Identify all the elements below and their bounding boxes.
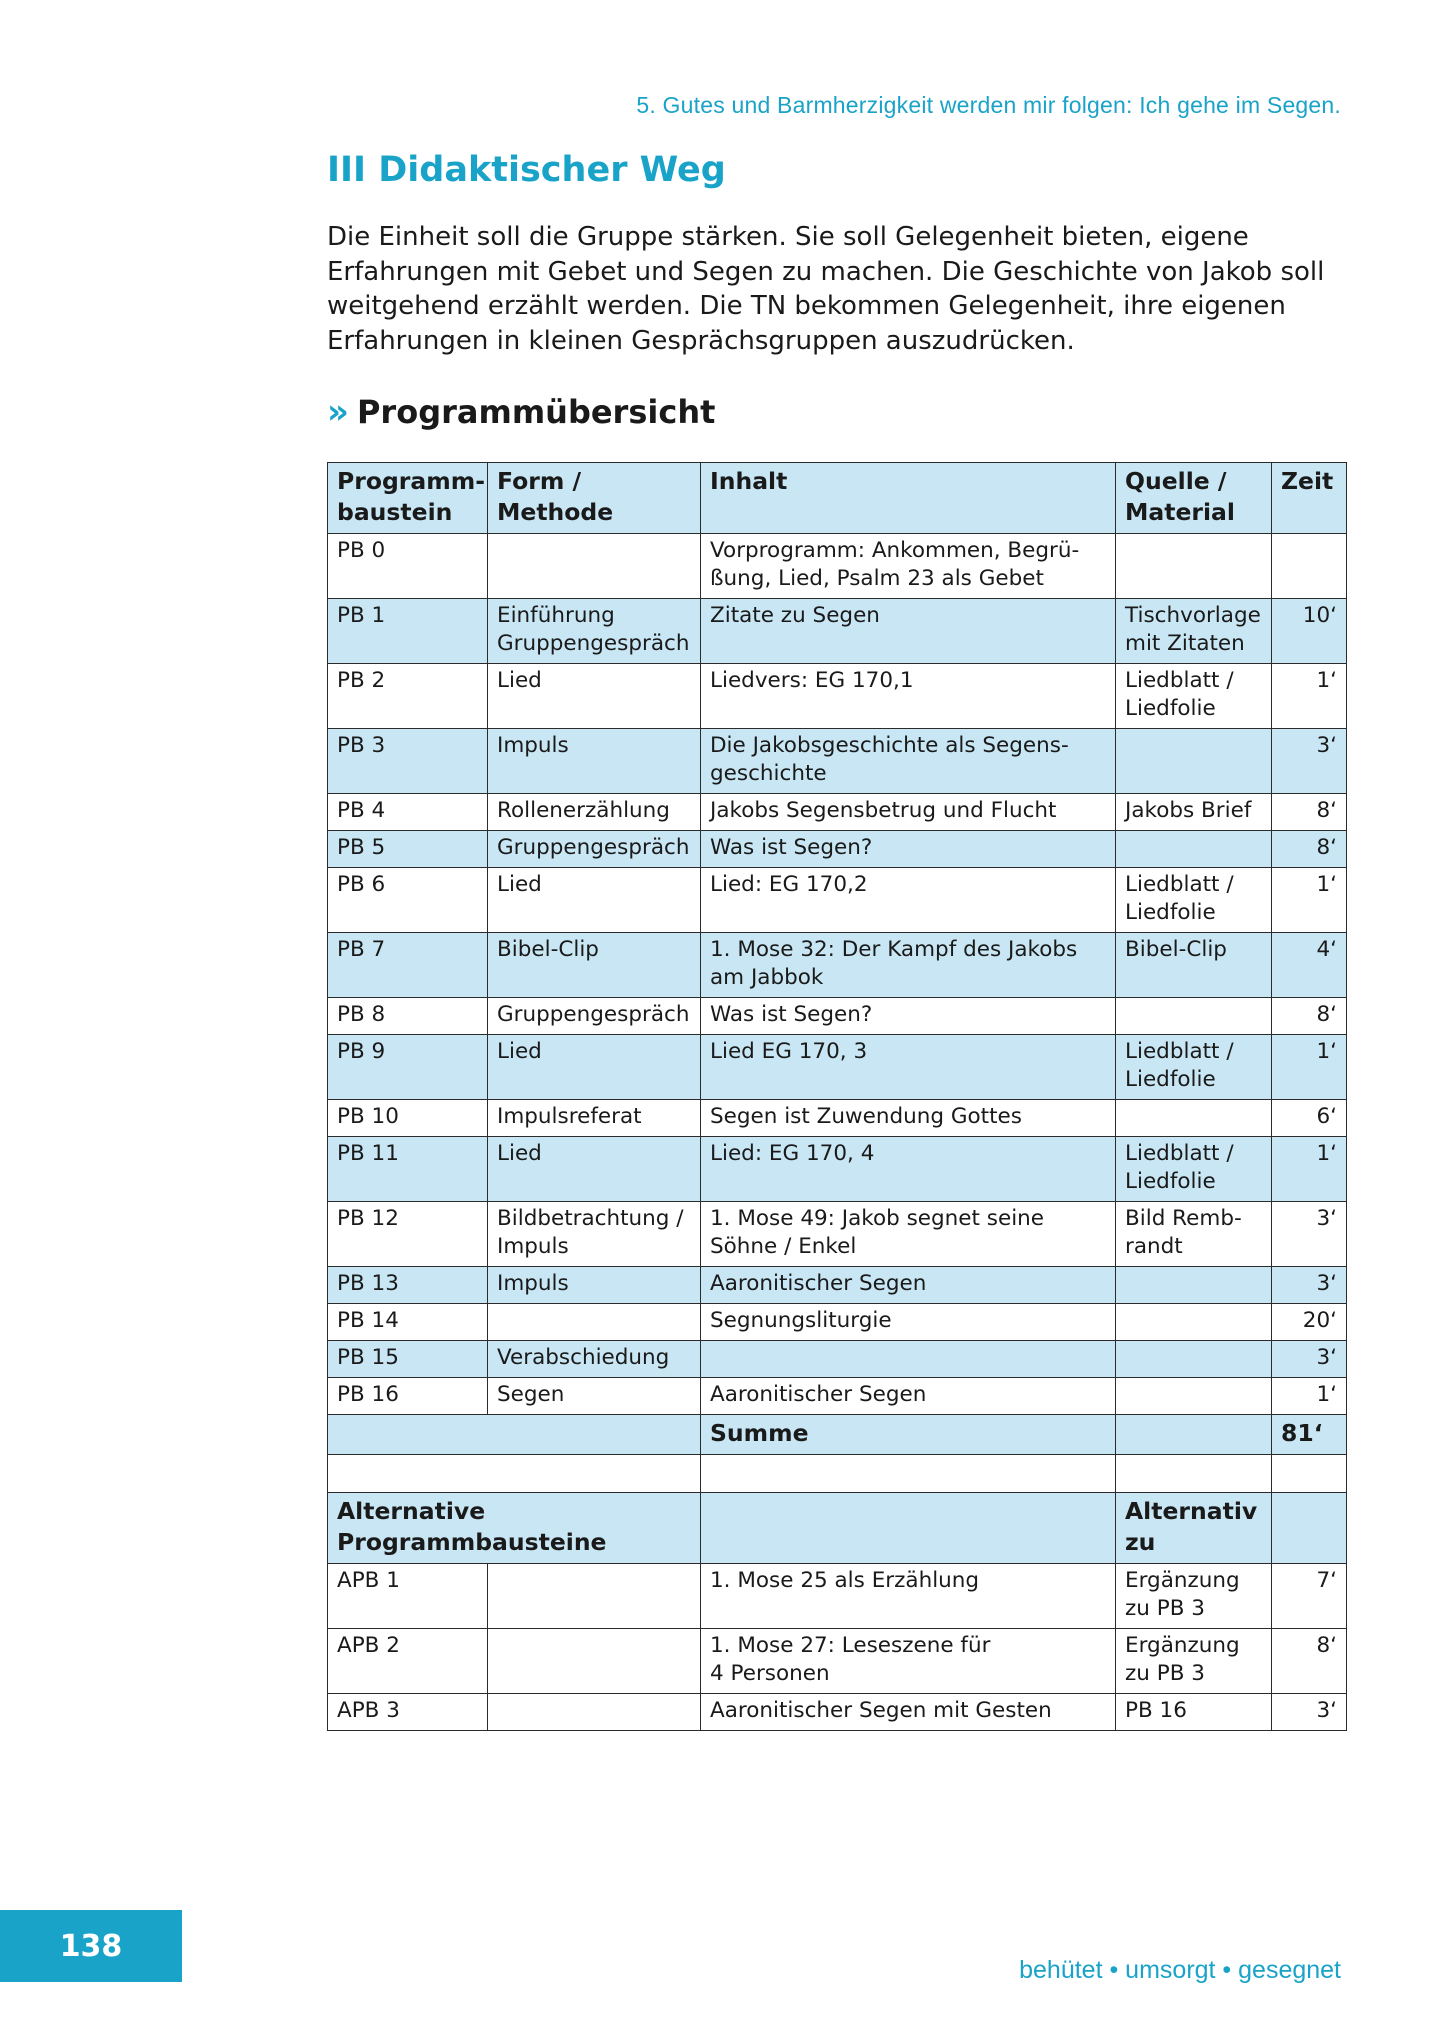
cell-inhalt: Zitate zu Segen — [701, 599, 1116, 664]
cell-material: Liedblatt / Liedfolie — [1116, 1137, 1272, 1202]
cell-material: Bibel-Clip — [1116, 933, 1272, 998]
footer-tagline: behütet • umsorgt • gesegnet — [1019, 1956, 1341, 1984]
page-number: 138 — [59, 1928, 123, 1964]
table-row — [328, 534, 1347, 599]
empty-cell — [1272, 1455, 1347, 1493]
cell-methode: Impuls — [488, 1267, 701, 1304]
cell-methode: Bildbetrachtung / Impuls — [488, 1202, 701, 1267]
alt-cell-methode — [488, 1694, 701, 1731]
cell-zeit: 1‘ — [1272, 1378, 1347, 1415]
cell-zeit: 3‘ — [1272, 1341, 1347, 1378]
cell-zeit: 1‘ — [1272, 664, 1347, 729]
cell-zeit: 4‘ — [1272, 933, 1347, 998]
cell-baustein: PB 10 — [328, 1100, 488, 1137]
cell-inhalt: Lied: EG 170, 4 — [701, 1137, 1116, 1202]
cell-baustein: PB 5 — [328, 831, 488, 868]
cell-baustein: PB 3 — [328, 729, 488, 794]
cell-inhalt: Vorprogramm: Ankommen, Begrü- ßung, Lied, Psalm 23 als Gebet — [701, 534, 1116, 599]
table-row — [328, 794, 1347, 831]
cell-baustein: PB 14 — [328, 1304, 488, 1341]
cell-methode: Einführung Gruppengespräch — [488, 599, 701, 664]
cell-methode — [488, 1304, 701, 1341]
program-table-body — [328, 463, 1347, 1731]
empty-row — [328, 1455, 1347, 1493]
cell-material — [1116, 998, 1272, 1035]
program-table — [327, 462, 1347, 1731]
cell-methode: Lied — [488, 1137, 701, 1202]
cell-material — [1116, 1304, 1272, 1341]
cell-baustein: PB 9 — [328, 1035, 488, 1100]
cell-methode — [488, 534, 701, 599]
cell-material — [1116, 1341, 1272, 1378]
cell-methode: Segen — [488, 1378, 701, 1415]
intro-paragraph — [327, 220, 1347, 358]
cell-baustein: PB 2 — [328, 664, 488, 729]
empty-cell — [1116, 1455, 1272, 1493]
header-inhalt: Inhalt — [701, 463, 1116, 534]
cell-zeit: 20‘ — [1272, 1304, 1347, 1341]
cell-zeit: 3‘ — [1272, 1267, 1347, 1304]
sum-value: 81‘ — [1272, 1415, 1347, 1455]
program-overview-heading — [327, 392, 715, 432]
alt-cell-material: Ergänzung zu PB 3 — [1116, 1564, 1272, 1629]
cell-baustein: PB 15 — [328, 1341, 488, 1378]
table-row — [328, 1035, 1347, 1100]
alt-cell-zeit: 8‘ — [1272, 1629, 1347, 1694]
cell-zeit: 8‘ — [1272, 794, 1347, 831]
sum-spacer — [1116, 1415, 1272, 1455]
table-row — [328, 1100, 1347, 1137]
cell-methode: Bibel-Clip — [488, 933, 701, 998]
cell-methode: Gruppengespräch — [488, 998, 701, 1035]
cell-material: Liedblatt / Liedfolie — [1116, 1035, 1272, 1100]
table-header-row — [328, 463, 1347, 534]
cell-material — [1116, 1378, 1272, 1415]
cell-zeit: 10‘ — [1272, 599, 1347, 664]
header-material: Quelle / Material — [1116, 463, 1272, 534]
cell-inhalt: Aaronitischer Segen — [701, 1267, 1116, 1304]
alt-cell-methode — [488, 1564, 701, 1629]
cell-zeit: 3‘ — [1272, 1202, 1347, 1267]
cell-zeit: 1‘ — [1272, 1035, 1347, 1100]
sum-label: Summe — [701, 1415, 1116, 1455]
table-row — [328, 599, 1347, 664]
cell-baustein: PB 8 — [328, 998, 488, 1035]
cell-methode: Lied — [488, 1035, 701, 1100]
header-zeit: Zeit — [1272, 463, 1347, 534]
cell-baustein: PB 6 — [328, 868, 488, 933]
alt-header-row — [328, 1493, 1347, 1564]
alt-cell-material: PB 16 — [1116, 1694, 1272, 1731]
cell-material: Bild Remb- randt — [1116, 1202, 1272, 1267]
table-row — [328, 664, 1347, 729]
table-row — [328, 1378, 1347, 1415]
cell-inhalt: Aaronitischer Segen — [701, 1378, 1116, 1415]
table-row — [328, 933, 1347, 998]
table-row — [328, 831, 1347, 868]
alt-cell-material: Ergänzung zu PB 3 — [1116, 1629, 1272, 1694]
empty-cell — [328, 1455, 701, 1493]
page-number-box — [0, 1910, 182, 1982]
intro-line: Erfahrungen mit Gebet und Segen zu machen. Die Geschichte von Jakob soll — [327, 256, 1325, 287]
section-title: III Didaktischer Weg — [327, 150, 726, 190]
cell-zeit: 8‘ — [1272, 831, 1347, 868]
cell-material: Liedblatt / Liedfolie — [1116, 868, 1272, 933]
alt-header-alternativ: Alternativ zu — [1116, 1493, 1272, 1564]
cell-inhalt — [701, 1341, 1116, 1378]
alt-header-label: Alternative Programmbausteine — [328, 1493, 701, 1564]
alt-cell-baustein: APB 2 — [328, 1629, 488, 1694]
cell-inhalt: Lied EG 170, 3 — [701, 1035, 1116, 1100]
cell-inhalt: Segen ist Zuwendung Gottes — [701, 1100, 1116, 1137]
alt-cell-inhalt: 1. Mose 25 als Erzählung — [701, 1564, 1116, 1629]
sum-spacer — [328, 1415, 701, 1455]
alt-cell-zeit: 7‘ — [1272, 1564, 1347, 1629]
double-chevron-icon: » — [327, 392, 349, 432]
table-row — [328, 1341, 1347, 1378]
table-row — [328, 1304, 1347, 1341]
cell-inhalt: Liedvers: EG 170,1 — [701, 664, 1116, 729]
cell-material: Tischvorlage mit Zitaten — [1116, 599, 1272, 664]
cell-methode: Impulsreferat — [488, 1100, 701, 1137]
cell-inhalt: Was ist Segen? — [701, 831, 1116, 868]
table-row — [328, 1267, 1347, 1304]
cell-zeit: 1‘ — [1272, 868, 1347, 933]
cell-inhalt: Jakobs Segensbetrug und Flucht — [701, 794, 1116, 831]
table-row — [328, 729, 1347, 794]
program-overview-label: Programmübersicht — [356, 393, 716, 431]
cell-zeit: 1‘ — [1272, 1137, 1347, 1202]
alt-cell-inhalt: Aaronitischer Segen mit Gesten — [701, 1694, 1116, 1731]
cell-inhalt: Was ist Segen? — [701, 998, 1116, 1035]
alt-row — [328, 1694, 1347, 1731]
cell-material — [1116, 729, 1272, 794]
cell-inhalt: Segnungsliturgie — [701, 1304, 1116, 1341]
cell-material: Liedblatt / Liedfolie — [1116, 664, 1272, 729]
alt-header-spacer — [701, 1493, 1116, 1564]
cell-baustein: PB 12 — [328, 1202, 488, 1267]
alt-row — [328, 1564, 1347, 1629]
cell-baustein: PB 0 — [328, 534, 488, 599]
table-row — [328, 1202, 1347, 1267]
alt-cell-inhalt: 1. Mose 27: Leseszene für 4 Personen — [701, 1629, 1116, 1694]
cell-methode: Lied — [488, 664, 701, 729]
alt-header-spacer — [1272, 1493, 1347, 1564]
cell-methode: Impuls — [488, 729, 701, 794]
alt-cell-baustein: APB 3 — [328, 1694, 488, 1731]
cell-baustein: PB 16 — [328, 1378, 488, 1415]
cell-baustein: PB 11 — [328, 1137, 488, 1202]
cell-material — [1116, 831, 1272, 868]
cell-baustein: PB 13 — [328, 1267, 488, 1304]
cell-zeit — [1272, 534, 1347, 599]
cell-baustein: PB 7 — [328, 933, 488, 998]
empty-cell — [701, 1455, 1116, 1493]
alt-cell-zeit: 3‘ — [1272, 1694, 1347, 1731]
sum-row — [328, 1415, 1347, 1455]
alt-cell-methode — [488, 1629, 701, 1694]
cell-inhalt: Die Jakobsgeschichte als Segens- geschichte — [701, 729, 1116, 794]
cell-inhalt: 1. Mose 49: Jakob segnet seine Söhne / Enkel — [701, 1202, 1116, 1267]
cell-material — [1116, 1267, 1272, 1304]
cell-zeit: 3‘ — [1272, 729, 1347, 794]
table-row — [328, 1137, 1347, 1202]
cell-zeit: 6‘ — [1272, 1100, 1347, 1137]
cell-methode: Gruppengespräch — [488, 831, 701, 868]
cell-inhalt: 1. Mose 32: Der Kampf des Jakobs am Jabbok — [701, 933, 1116, 998]
cell-material — [1116, 534, 1272, 599]
alt-row — [328, 1629, 1347, 1694]
table-row — [328, 998, 1347, 1035]
header-methode: Form / Methode — [488, 463, 701, 534]
intro-line: Erfahrungen in kleinen Gesprächsgruppen auszudrücken. — [327, 325, 1075, 356]
intro-line: Die Einheit soll die Gruppe stärken. Sie soll Gelegenheit bieten, eigene — [327, 222, 1249, 252]
cell-material — [1116, 1100, 1272, 1137]
cell-material: Jakobs Brief — [1116, 794, 1272, 831]
cell-methode: Lied — [488, 868, 701, 933]
intro-line: weitgehend erzählt werden. Die TN bekommen Gelegenheit, ihre eigenen — [327, 291, 1286, 321]
running-head: 5. Gutes und Barmherzigkeit werden mir folgen: Ich gehe im Segen. — [636, 92, 1341, 118]
cell-baustein: PB 4 — [328, 794, 488, 831]
cell-baustein: PB 1 — [328, 599, 488, 664]
alt-cell-baustein: APB 1 — [328, 1564, 488, 1629]
cell-inhalt: Lied: EG 170,2 — [701, 868, 1116, 933]
cell-methode: Rollenerzählung — [488, 794, 701, 831]
header-baustein: Programm- baustein — [328, 463, 488, 534]
cell-zeit: 8‘ — [1272, 998, 1347, 1035]
cell-methode: Verabschiedung — [488, 1341, 701, 1378]
table-row — [328, 868, 1347, 933]
